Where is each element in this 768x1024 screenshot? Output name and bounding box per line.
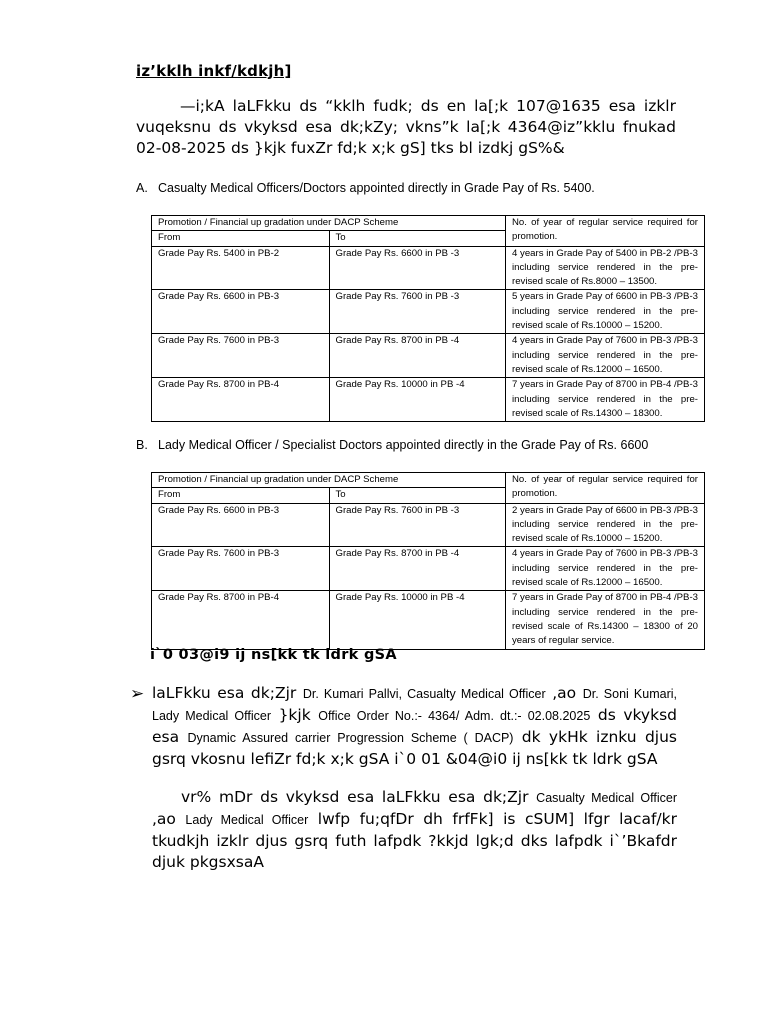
table-row bbox=[152, 334, 705, 378]
cell-years: 4 years in Grade Pay of 5400 in PB-2 /PB-3 including service rendered in the pre-revised scale of Rs.8000 – 13500. bbox=[506, 246, 705, 290]
table-header-years: No. of year of regular service required for promotion. bbox=[506, 216, 705, 247]
intro-text: —i;kA laLFkku ds “kklh fudk; ds en la[;k 107@1635 esa izklr vuqeksnu ds vkyksd esa dk;kZy; vkns”k la[;k 4364@iz”kklu fnukad 02-08-2025 ds }kjk fuxZr fd;k x;k gS] tks bl izdkj gS%& bbox=[136, 97, 676, 157]
cell-from: Grade Pay Rs. 6600 in PB-3 bbox=[152, 290, 330, 334]
table-header-to: To bbox=[329, 231, 506, 246]
table-header-main: Promotion / Financial up gradation under DACP Scheme bbox=[152, 473, 506, 488]
table-header-from: From bbox=[152, 488, 330, 503]
cell-years: 7 years in Grade Pay of 8700 in PB-4 /PB-3 including service rendered in the pre-revised scale of Rs.14300 – 18300 of 20 years of regular service. bbox=[506, 591, 705, 649]
bullet-text-2: ,ao bbox=[545, 684, 583, 702]
table-header-from: From bbox=[152, 231, 330, 246]
closing-text-1: vr% mDr ds vkyksd esa laLFkku esa dk;Zjr bbox=[181, 788, 537, 806]
cell-from: Grade Pay Rs. 5400 in PB-2 bbox=[152, 246, 330, 290]
cell-to: Grade Pay Rs. 7600 in PB -3 bbox=[329, 290, 506, 334]
table-header-years: No. of year of regular service required for promotion. bbox=[506, 473, 705, 504]
bullet-text-1: laLFkku esa dk;Zjr bbox=[152, 684, 303, 702]
cell-from: Grade Pay Rs. 8700 in PB-4 bbox=[152, 378, 330, 422]
officer-names: Dr. Kumari Pallvi, Casualty Medical Officer bbox=[302, 687, 546, 701]
cell-years: 4 years in Grade Pay of 7600 in PB-3 /PB-3 including service rendered in the pre-revised scale of Rs.12000 – 16500. bbox=[506, 334, 705, 378]
cell-from: Grade Pay Rs. 7600 in PB-3 bbox=[152, 547, 330, 591]
cell-years: 2 years in Grade Pay of 6600 in PB-3 /PB-3 including service rendered in the pre-revised scale of Rs.10000 – 15200. bbox=[506, 503, 705, 547]
arrow-bullet-icon: ➢ bbox=[130, 684, 145, 704]
scheme-name: Dynamic Assured carrier Progression Scheme ( DACP) bbox=[187, 731, 514, 745]
section-b-title bbox=[136, 438, 648, 452]
table-row bbox=[152, 591, 705, 649]
table-row bbox=[152, 547, 705, 591]
bullet-text-4: ds vkyksd esa bbox=[152, 706, 677, 746]
closing-text-3: lwfp fu;qfDr dh frfFk] is cSUM] lfgr lacaf/kr tkudkjh izklr djus gsrq futh lafpdk ?kkjd lgk;d dks lafpdk i`’Bkafdr djuk pkgsxsaA bbox=[152, 810, 677, 871]
page-reference-line: i`0 03@i9 ij ns[kk tk ldrk gSA bbox=[150, 647, 397, 663]
table-row bbox=[152, 246, 705, 290]
closing-designation-1: Casualty Medical Officer bbox=[536, 791, 677, 805]
cell-to: Grade Pay Rs. 7600 in PB -3 bbox=[329, 503, 506, 547]
section-a-label: A. bbox=[136, 181, 148, 195]
cell-years: 7 years in Grade Pay of 8700 in PB-4 /PB-3 including service rendered in the pre-revised scale of Rs.14300 – 18300. bbox=[506, 378, 705, 422]
table-row bbox=[152, 503, 705, 547]
page-heading: iz’kklh inkf/kdkjh] bbox=[136, 62, 292, 80]
table-row bbox=[152, 378, 705, 422]
closing-designation-2: Lady Medical Officer bbox=[185, 813, 309, 827]
office-order-ref: Office Order No.:- 4364/ Adm. dt.:- 02.08.2025 bbox=[318, 709, 591, 723]
cell-years: 4 years in Grade Pay of 7600 in PB-3 /PB-3 including service rendered in the pre-revised scale of Rs.12000 – 16500. bbox=[506, 547, 705, 591]
section-a-table bbox=[151, 215, 705, 422]
cell-from: Grade Pay Rs. 6600 in PB-3 bbox=[152, 503, 330, 547]
cell-from: Grade Pay Rs. 7600 in PB-3 bbox=[152, 334, 330, 378]
section-b-table bbox=[151, 472, 705, 650]
section-b-label: B. bbox=[136, 438, 148, 452]
bullet-text-5: dk ykHk iznku djus gsrq vkosnu lefiZr fd;k x;k gSA i`0 01 &04@i0 ij ns[kk tk ldrk gSA bbox=[152, 728, 677, 768]
cell-to: Grade Pay Rs. 10000 in PB -4 bbox=[329, 378, 506, 422]
officer-names-2: Dr. Soni Kumari, Lady Medical Officer bbox=[152, 687, 677, 723]
table-header-main: Promotion / Financial up gradation under DACP Scheme bbox=[152, 216, 506, 231]
table-header-to: To bbox=[329, 488, 506, 503]
section-a-title bbox=[136, 181, 595, 195]
cell-to: Grade Pay Rs. 8700 in PB -4 bbox=[329, 547, 506, 591]
cell-to: Grade Pay Rs. 8700 in PB -4 bbox=[329, 334, 506, 378]
bullet-text-3: }kjk bbox=[271, 706, 319, 724]
table-row bbox=[152, 290, 705, 334]
closing-text-2: ,ao bbox=[152, 810, 186, 828]
intro-paragraph bbox=[136, 96, 676, 159]
cell-to: Grade Pay Rs. 6600 in PB -3 bbox=[329, 246, 506, 290]
cell-from: Grade Pay Rs. 8700 in PB-4 bbox=[152, 591, 330, 649]
cell-to: Grade Pay Rs. 10000 in PB -4 bbox=[329, 591, 506, 649]
section-a-title-text: Casualty Medical Officers/Doctors appointed directly in Grade Pay of Rs. 5400. bbox=[158, 181, 595, 195]
closing-paragraph bbox=[152, 787, 677, 873]
section-b-title-text: Lady Medical Officer / Specialist Doctors appointed directly in the Grade Pay of Rs. 6600 bbox=[158, 438, 649, 452]
bullet-paragraph bbox=[152, 683, 677, 770]
cell-years: 5 years in Grade Pay of 6600 in PB-3 /PB-3 including service rendered in the pre-revised scale of Rs.10000 – 15200. bbox=[506, 290, 705, 334]
